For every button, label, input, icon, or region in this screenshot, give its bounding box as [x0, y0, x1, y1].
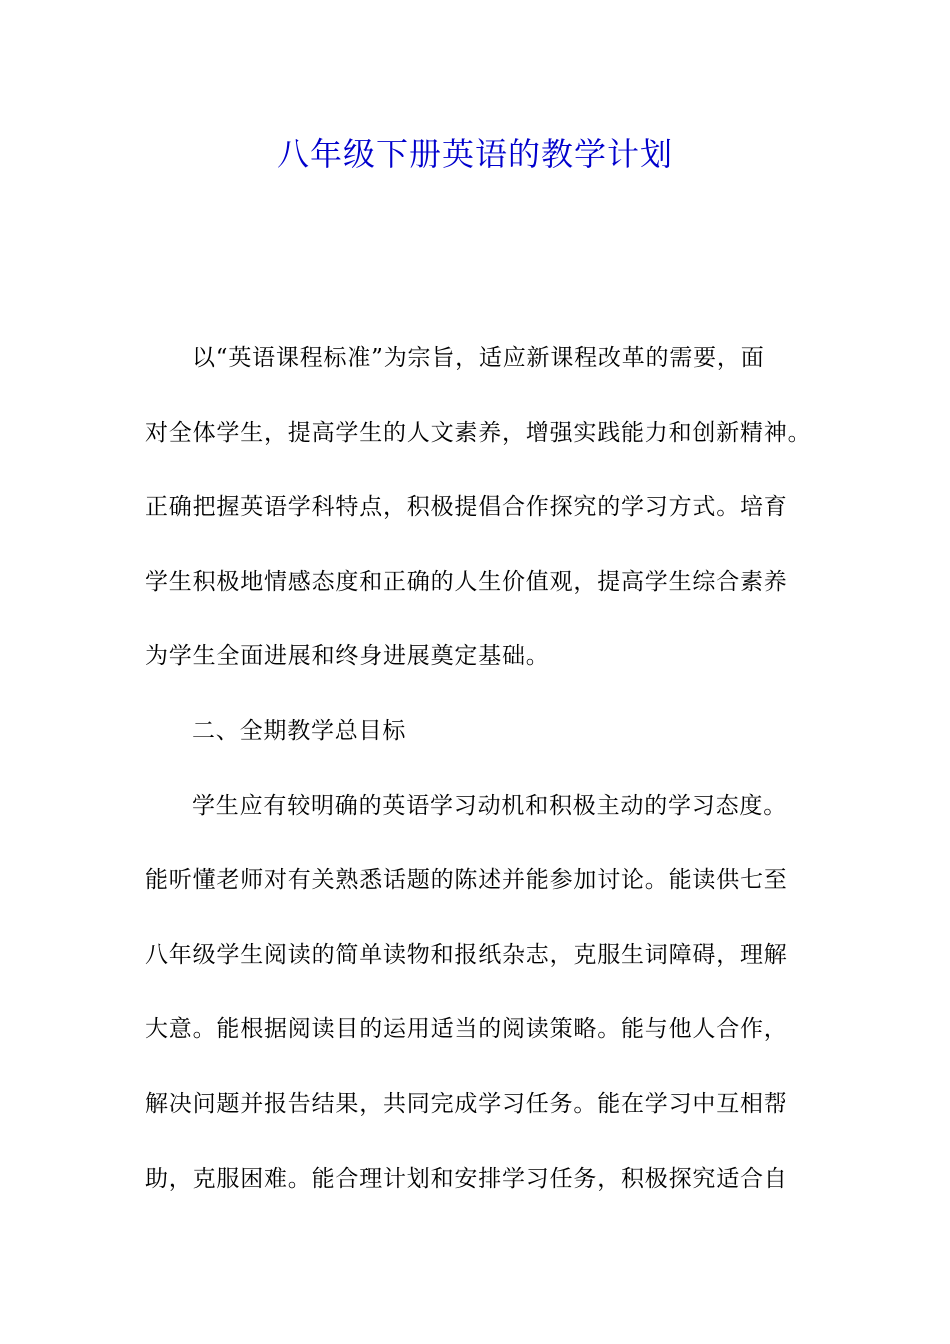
paragraph-line: 解决问题并报告结果，共同完成学习任务。能在学习中互相帮 — [145, 1091, 788, 1117]
paragraph-line: 学生积极地情感态度和正确的人生价值观，提高学生综合素养 — [145, 569, 788, 595]
paragraph-line: 学生应有较明确的英语学习动机和积极主动的学习态度。 — [192, 793, 787, 819]
paragraph-line: 能听懂老师对有关熟悉话题的陈述并能参加讨论。能读供七至 — [145, 867, 788, 893]
paragraph-line: 大意。能根据阅读目的运用适当的阅读策略。能与他人合作， — [145, 1016, 788, 1042]
paragraph-line: 以“英语课程标准”为宗旨，适应新课程改革的需要，面 — [192, 345, 765, 371]
document-title: 八年级下册英语的教学计划 — [276, 135, 673, 173]
paragraph-line: 对全体学生，提高学生的人文素养，增强实践能力和创新精神。 — [145, 420, 812, 446]
paragraph-line: 正确把握英语学科特点，积极提倡合作探究的学习方式。培育 — [145, 494, 788, 520]
section-heading: 二、全期教学总目标 — [192, 718, 407, 744]
paragraph-line: 为学生全面进展和终身进展奠定基础。 — [145, 643, 550, 669]
paragraph-line: 助，克服困难。能合理计划和安排学习任务，积极探究适合自 — [145, 1166, 788, 1192]
paragraph-line: 八年级学生阅读的简单读物和报纸杂志，克服生词障碍，理解 — [145, 942, 788, 968]
